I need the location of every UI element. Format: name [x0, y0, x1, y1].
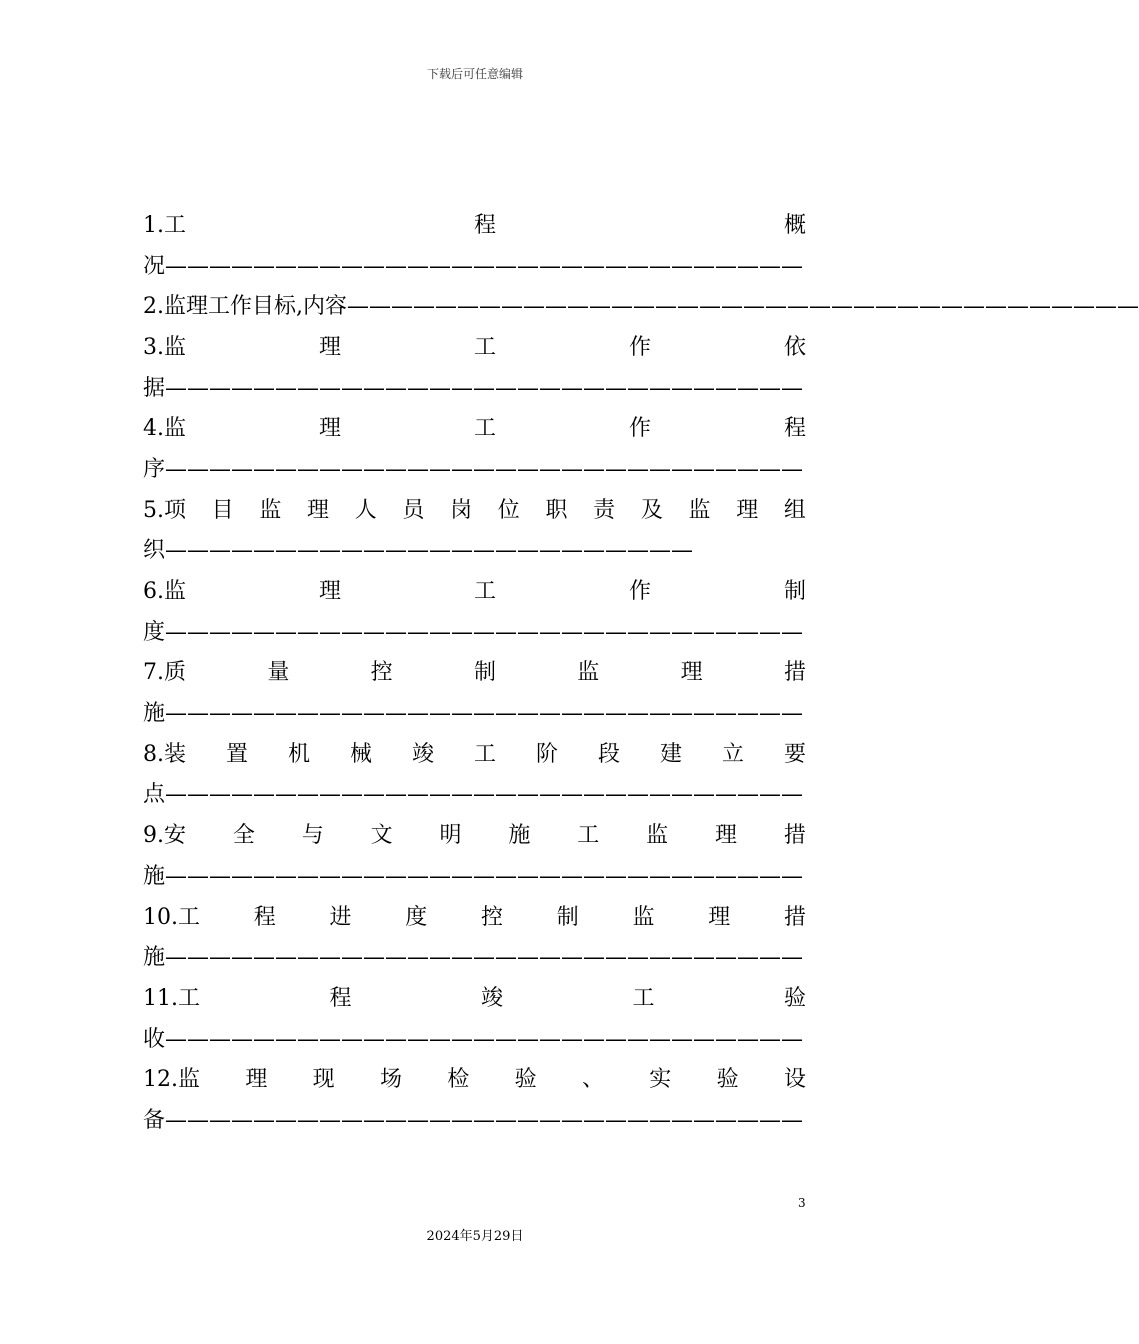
toc-title-segment: 职: [545, 497, 568, 523]
toc-title-segment: 监: [688, 497, 711, 523]
toc-entry-title-line: [143, 976, 806, 1017]
toc-title-segment: 机: [287, 741, 310, 767]
toc-title-segment: 12.监: [143, 1067, 200, 1093]
toc-leader-text: 施—————————————————————————————: [143, 863, 804, 889]
toc-title-segment: 实: [649, 1067, 672, 1093]
toc-title-segment: 验: [514, 1067, 537, 1093]
toc-title-segment: 责: [593, 497, 616, 523]
toc-entry-leader-line: [143, 691, 806, 732]
toc-title-segment: 程: [783, 416, 806, 442]
toc-entry-title-line: [143, 732, 806, 773]
toc-title-segment: 概: [783, 212, 806, 238]
toc-title-segment: 程: [253, 904, 276, 930]
toc-title-segment: 理: [680, 660, 703, 686]
toc-entry-leader-line: [143, 773, 806, 814]
toc-title-segment: 进: [329, 904, 352, 930]
page-number: 3: [798, 1196, 806, 1210]
toc-entry-leader-line: [143, 529, 806, 570]
toc-title-segment: 置: [225, 741, 248, 767]
toc-title-segment: 理: [318, 334, 341, 360]
toc-title-segment: 8.装: [143, 741, 186, 767]
toc-title-segment: 及: [640, 497, 663, 523]
toc-leader-text: 施—————————————————————————————: [143, 945, 804, 971]
toc-leader-text: 织————————————————————————: [143, 538, 694, 564]
toc-entry-leader-line: [143, 1098, 806, 1139]
toc-entry[interactable]: [143, 651, 806, 732]
toc-title-segment: 9.安: [143, 823, 186, 849]
toc-title-segment: 理: [736, 497, 759, 523]
toc-title-segment: 理: [318, 579, 341, 605]
toc-title-segment: 工: [632, 985, 655, 1011]
toc-title-segment: 工: [473, 416, 496, 442]
toc-entry-leader-line: [143, 1017, 806, 1058]
toc-title-segment: 作: [628, 416, 651, 442]
toc-entry[interactable]: [143, 325, 806, 406]
toc-entry-title-line: [143, 569, 806, 610]
toc-title-segment: 工: [473, 334, 496, 360]
toc-title-segment: 设: [783, 1067, 806, 1093]
toc-title-segment: 场: [379, 1067, 402, 1093]
toc-title-segment: 监: [577, 660, 600, 686]
toc-entry-leader-line: [143, 366, 806, 407]
toc-title-segment: 作: [628, 334, 651, 360]
toc-title-segment: 与: [301, 823, 324, 849]
toc-title-segment: 措: [783, 823, 806, 849]
toc-title-segment: 作: [628, 579, 651, 605]
toc-entry[interactable]: [143, 732, 806, 813]
toc-entry[interactable]: [143, 488, 806, 569]
toc-title-segment: 施: [508, 823, 531, 849]
toc-entry-line: [143, 284, 1139, 325]
toc-leader-text: 序—————————————————————————————: [143, 456, 804, 482]
table-of-contents: [143, 203, 1139, 1139]
toc-entry[interactable]: [143, 203, 806, 284]
toc-title-segment: 竣: [411, 741, 434, 767]
toc-title-segment: 量: [267, 660, 290, 686]
toc-title-segment: 3.监: [143, 334, 186, 360]
toc-title-segment: 工: [473, 579, 496, 605]
toc-title-segment: 措: [783, 660, 806, 686]
toc-entry-text: 2.监理工作目标,内容————————————————————————————————————: [143, 294, 1139, 320]
toc-entry-leader-line: [143, 244, 806, 285]
toc-title-segment: 程: [329, 985, 352, 1011]
toc-leader-text: 收—————————————————————————————: [143, 1026, 804, 1052]
toc-title-segment: 监: [259, 497, 282, 523]
toc-leader-text: 施—————————————————————————————: [143, 701, 804, 727]
toc-entry-title-line: [143, 651, 806, 692]
toc-leader-text: 点—————————————————————————————: [143, 782, 804, 808]
toc-leader-text: 据—————————————————————————————: [143, 375, 804, 401]
toc-title-segment: 械: [349, 741, 372, 767]
toc-title-segment: 目: [211, 497, 234, 523]
toc-entry-title-line: [143, 813, 806, 854]
toc-entry-leader-line: [143, 447, 806, 488]
toc-leader-text: 况—————————————————————————————: [143, 253, 804, 279]
toc-title-segment: 制: [556, 904, 579, 930]
toc-entry[interactable]: [143, 976, 806, 1057]
toc-title-segment: 要: [783, 741, 806, 767]
toc-title-segment: 理: [318, 416, 341, 442]
toc-title-segment: 检: [447, 1067, 470, 1093]
toc-title-segment: 理: [245, 1067, 268, 1093]
toc-entry[interactable]: [143, 406, 806, 487]
toc-title-segment: 理: [307, 497, 330, 523]
page-header: 下载后可任意编辑: [426, 67, 523, 81]
toc-title-segment: 10.工: [143, 904, 200, 930]
toc-title-segment: 工: [577, 823, 600, 849]
toc-title-segment: 措: [783, 904, 806, 930]
toc-title-segment: 全: [232, 823, 255, 849]
toc-title-segment: 员: [402, 497, 425, 523]
toc-title-segment: 4.监: [143, 416, 186, 442]
toc-title-segment: 依: [783, 334, 806, 360]
toc-title-segment: 5.项: [143, 497, 186, 523]
toc-title-segment: 6.监: [143, 579, 186, 605]
toc-entry-leader-line: [143, 935, 806, 976]
toc-title-segment: 11.工: [143, 985, 200, 1011]
toc-title-segment: 人: [354, 497, 377, 523]
toc-title-segment: 验: [783, 985, 806, 1011]
toc-title-segment: 控: [480, 904, 503, 930]
toc-title-segment: 竣: [480, 985, 503, 1011]
toc-title-segment: 7.质: [143, 660, 186, 686]
toc-title-segment: 阶: [535, 741, 558, 767]
toc-title-segment: 工: [473, 741, 496, 767]
toc-title-segment: 理: [714, 823, 737, 849]
toc-entry[interactable]: [143, 284, 1139, 325]
toc-entry-title-line: [143, 203, 806, 244]
toc-title-segment: 文: [370, 823, 393, 849]
toc-entry-title-line: [143, 1057, 806, 1098]
toc-title-segment: 制: [783, 579, 806, 605]
toc-entry-title-line: [143, 895, 806, 936]
toc-title-segment: 立: [721, 741, 744, 767]
toc-title-segment: 岗: [450, 497, 473, 523]
toc-entry-title-line: [143, 488, 806, 529]
toc-entry-title-line: [143, 325, 806, 366]
toc-title-segment: 度: [405, 904, 428, 930]
toc-title-segment: 程: [473, 212, 496, 238]
toc-leader-text: 度—————————————————————————————: [143, 619, 804, 645]
toc-title-segment: 监: [632, 904, 655, 930]
toc-title-segment: 制: [473, 660, 496, 686]
toc-title-segment: 位: [497, 497, 520, 523]
page-footer-date: 2024年5月29日: [426, 1229, 524, 1244]
toc-entry[interactable]: [143, 1057, 806, 1138]
toc-title-segment: 验: [716, 1067, 739, 1093]
toc-title-segment: 监: [646, 823, 669, 849]
toc-entry[interactable]: [143, 895, 806, 976]
toc-leader-text: 备—————————————————————————————: [143, 1107, 804, 1133]
toc-title-segment: 段: [597, 741, 620, 767]
toc-title-segment: 、: [581, 1067, 604, 1093]
toc-entry-leader-line: [143, 610, 806, 651]
toc-title-segment: 建: [659, 741, 682, 767]
toc-entry-leader-line: [143, 854, 806, 895]
toc-title-segment: 1.工: [143, 212, 186, 238]
toc-entry[interactable]: [143, 569, 806, 650]
toc-title-segment: 明: [439, 823, 462, 849]
toc-title-segment: 现: [312, 1067, 335, 1093]
toc-title-segment: 理: [708, 904, 731, 930]
toc-entry[interactable]: [143, 813, 806, 894]
toc-title-segment: 组: [783, 497, 806, 523]
toc-title-segment: 控: [370, 660, 393, 686]
toc-entry-title-line: [143, 406, 806, 447]
